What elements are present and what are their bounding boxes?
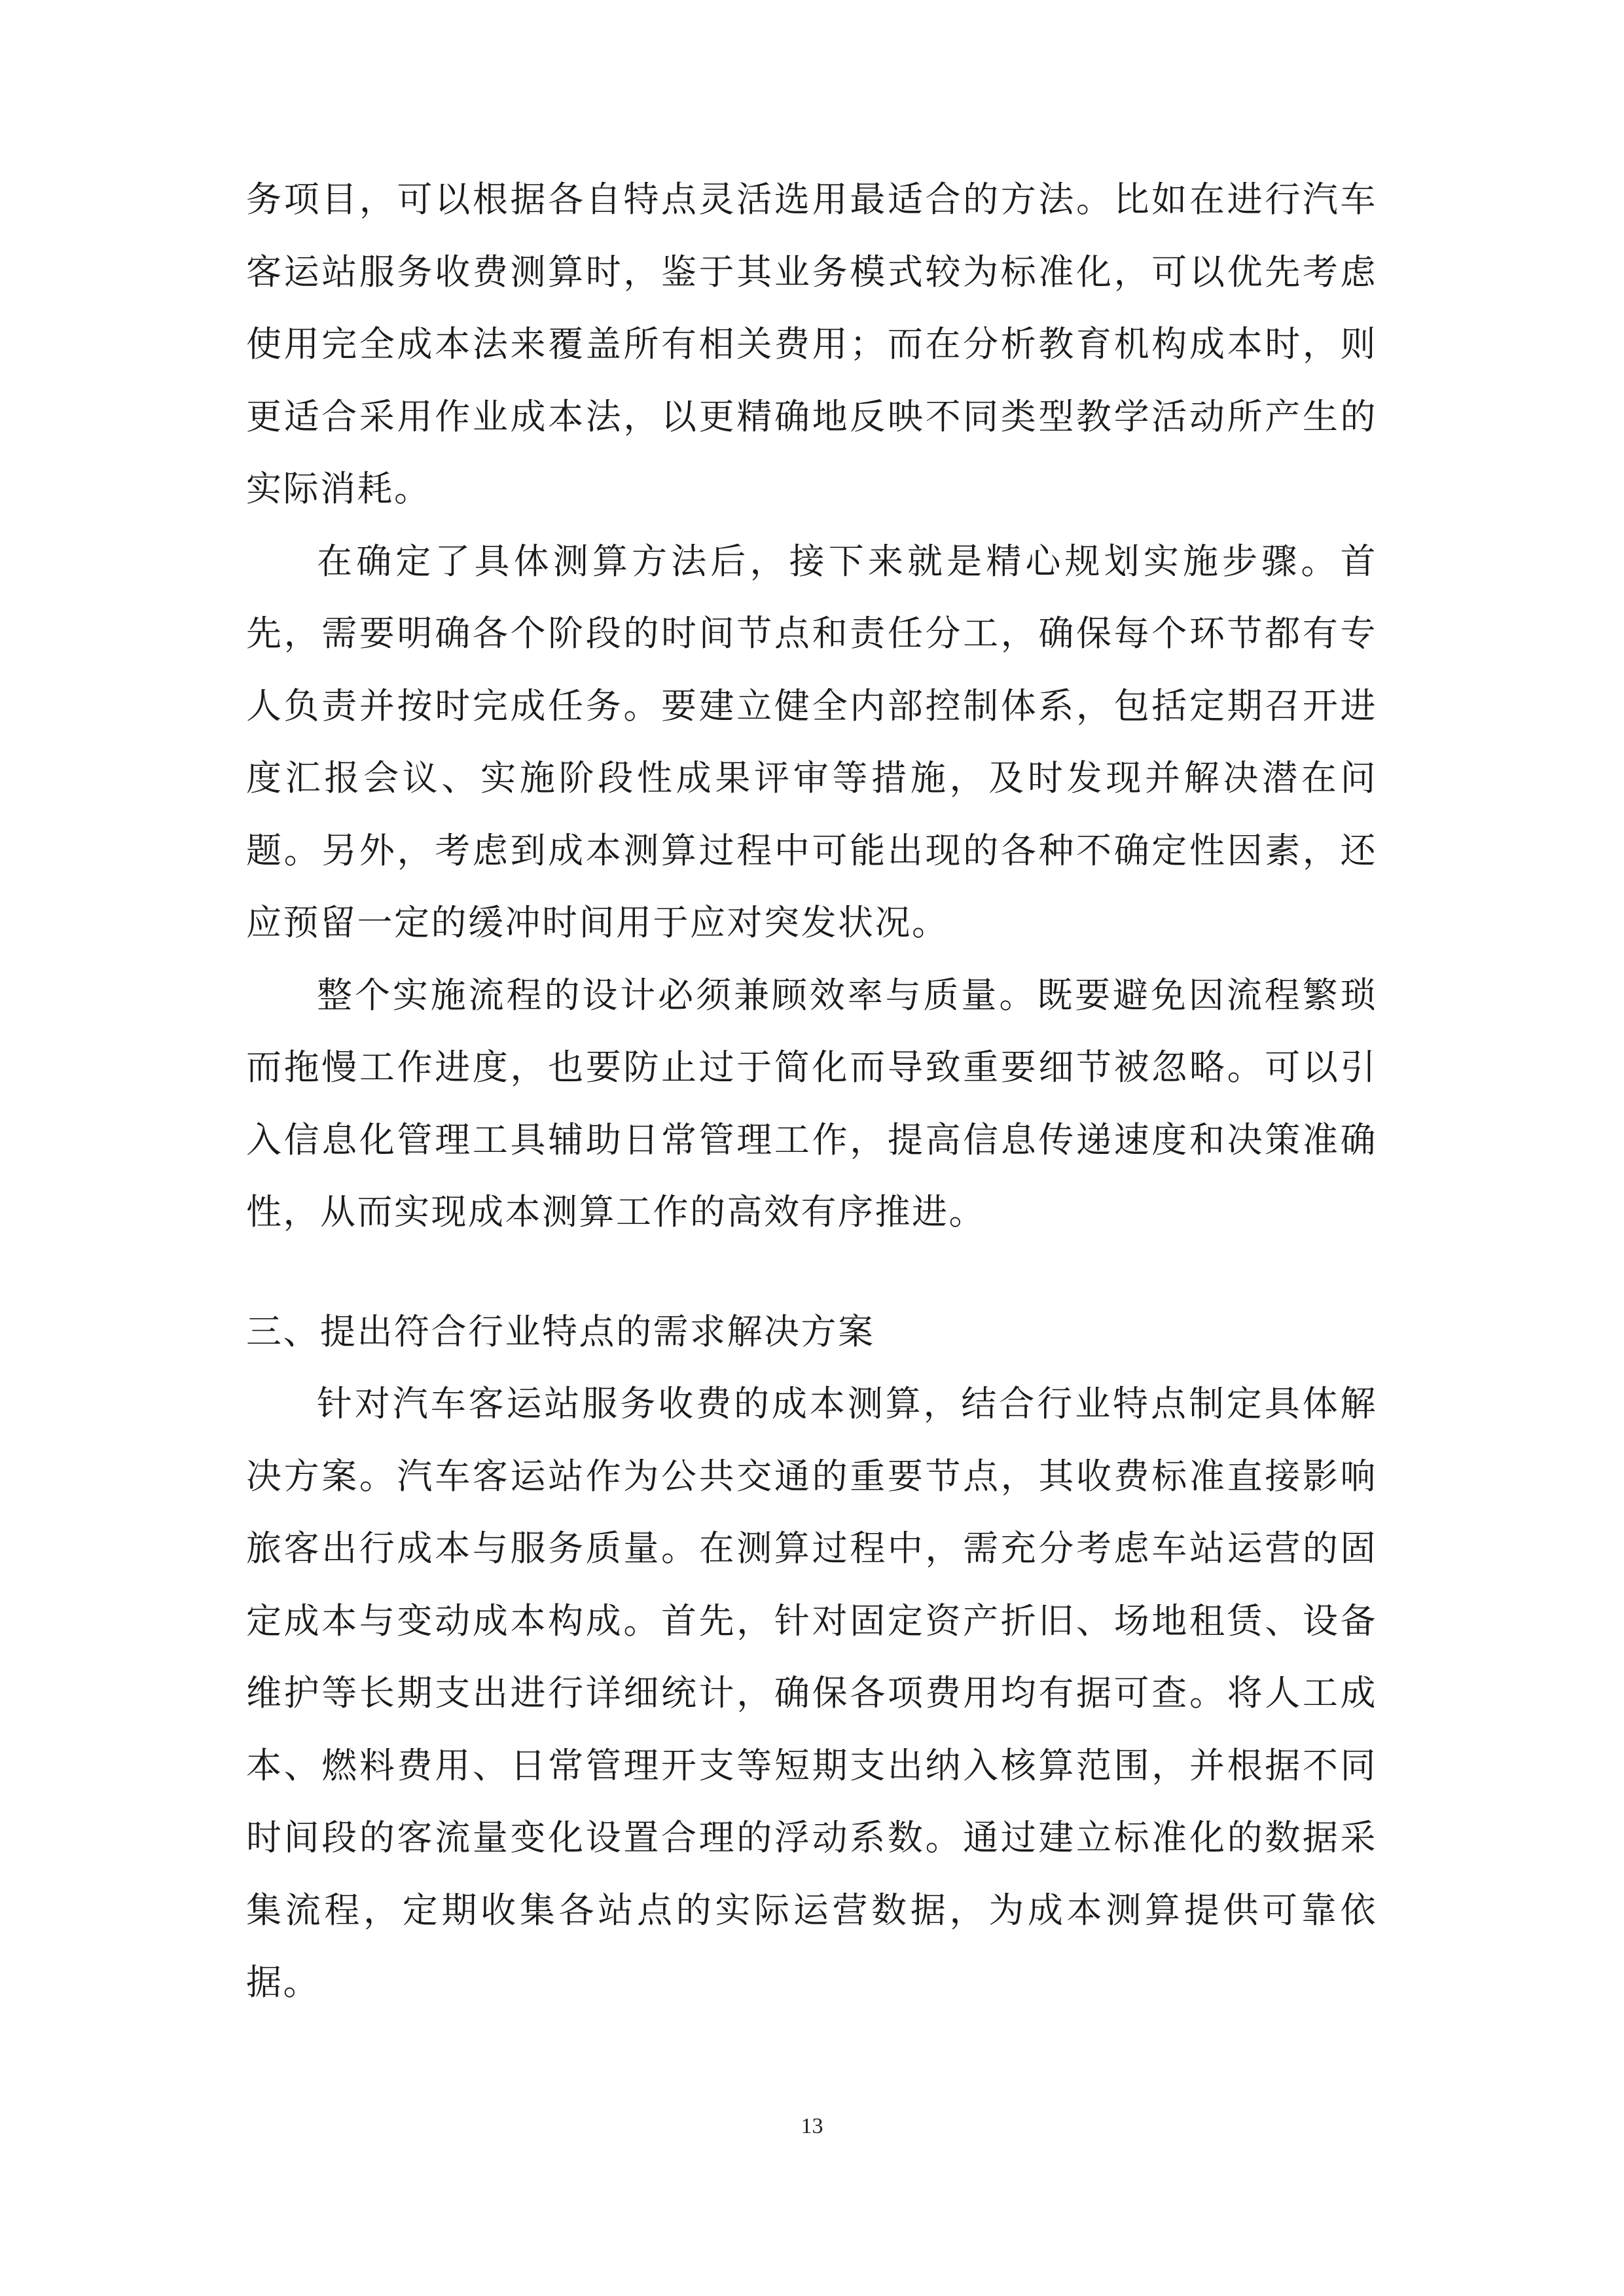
document-page — [246, 164, 1377, 2019]
paragraph-efficiency-quality: 整个实施流程的设计必须兼顾效率与质量。既要避免因流程繁琐而拖慢工作进度，也要防止过于简化而导致重要细节被忽略。可以引入信息化管理工具辅助日常管理工作，提高信息传递速度和决策准确性，从而实现成本测算工作的高效有序推进。 — [246, 974, 1377, 1232]
paragraph-implementation-steps: 在确定了具体测算方法后，接下来就是精心规划实施步骤。首先，需要明确各个阶段的时间节点和责任分工，确保每个环节都有专人负责并按时完成任务。要建立健全内部控制体系，包括定期召开进度汇报会议、实施阶段性成果评审等措施，及时发现并解决潜在问题。另外，考虑到成本测算过程中可能出现的各种不确定性因素，还应预留一定的缓冲时间用于应对突发状况。 — [246, 540, 1377, 943]
paragraph-method-selection: 务项目，可以根据各自特点灵活选用最适合的方法。比如在进行汽车客运站服务收费测算时，鉴于其业务模式较为标准化，可以优先考虑使用完全成本法来覆盖所有相关费用；而在分析教育机构成本时，则更适合采用作业成本法，以更精确地反映不同类型教学活动所产生的实际消耗。 — [246, 179, 1377, 509]
paragraph-bus-station-solution: 针对汽车客运站服务收费的成本测算，结合行业特点制定具体解决方案。汽车客运站作为公共交通的重要节点，其收费标准直接影响旅客出行成本与服务质量。在测算过程中，需充分考虑车站运营的固定成本与变动成本构成。首先，针对固定资产折旧、场地租赁、设备维护等长期支出进行详细统计，确保各项费用均有据可查。将人工成本、燃料费用、日常管理开支等短期支出纳入核算范围，并根据不同时间段的客流量变化设置合理的浮动系数。通过建立标准化的数据采集流程，定期收集各站点的实际运营数据，为成本测算提供可靠依据。 — [246, 1383, 1377, 2003]
section-gap — [246, 1249, 1377, 1272]
page-number: 13 — [801, 2114, 823, 2138]
section-heading: 三、提出符合行业特点的需求解决方案 — [246, 1310, 875, 1352]
